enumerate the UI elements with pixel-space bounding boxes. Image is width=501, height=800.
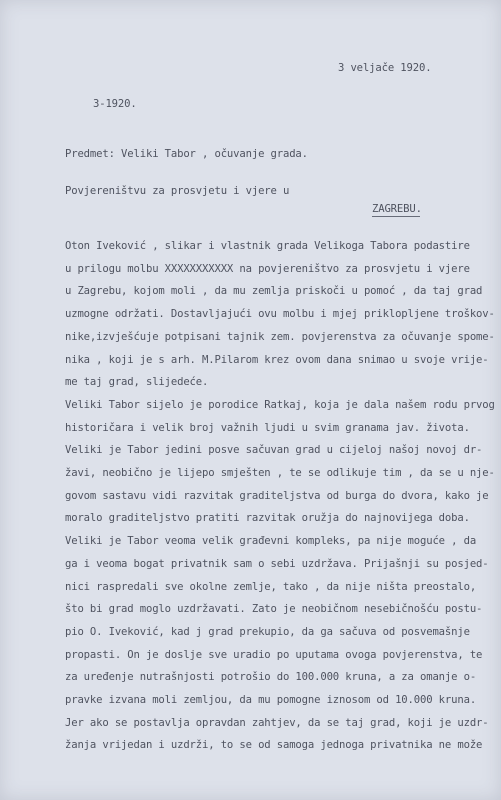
body-line: žavi, neobično je lijepo smješten , te se odlikuje tim , da se u nje-: [65, 467, 495, 479]
letter-date: 3 veljače 1920.: [338, 62, 432, 74]
body-line: nika , koji je s arh. M.Pilarom krez ovom dana snimao u svoje vrije-: [65, 353, 489, 366]
body-line: pio O. Iveković, kad j grad prekupio, da ga sačuva od posvemašnje: [65, 625, 470, 638]
subject-line: Predmet: Veliki Tabor , očuvanje grada.: [65, 148, 308, 160]
body-line: moralo graditeljstvo pratiti razvitak oružja do najnovijega doba.: [65, 512, 470, 525]
body-line: u Zagrebu, kojom moli , da mu zemlja priskoči u pomoć , da taj grad: [65, 285, 483, 298]
body-line: historičara i velik broj važnih ljudi u svim granama jav. života.: [65, 421, 470, 434]
city-underline: [372, 216, 420, 217]
body-line: Veliki je Tabor jedini posve sačuvan grad u cijeloj našoj novoj dr-: [65, 444, 483, 457]
addressee-line: Povjereništvu za prosvjetu i vjere u: [65, 185, 290, 197]
body-line: propasti. On je dosljе sve uradio po uputama ovoga povjerenstva, te: [65, 648, 483, 661]
body-line: žanja vrijedan i uzdrži, to se od samoga jednoga privatnika ne može: [65, 739, 483, 752]
body-line: me taj grad, slijedeće.: [65, 376, 209, 389]
body-line: za uređenje nutrašnjosti potrošio do 100.000 kruna, a za omanje o-: [65, 671, 477, 684]
body-line: Veliki Tabor sijelo je porodice Ratkaj, koja je dala našem rodu prvog: [65, 398, 495, 411]
body-line: u prilogu molbu XXXXXXXXXXX na povjereništvo za prosvjetu i vjere: [65, 262, 470, 275]
reference-number: 3-1920.: [93, 98, 137, 110]
body-line: uzmogne održati. Dostavljajući ovu molbu i mjej priklopljene troškov-: [65, 308, 495, 321]
body-line: Jer ako se postavlja opravdan zahtjev, da se taj grad, koji je uzdr-: [65, 716, 489, 729]
body-line: nike,izvješćuje potpisani tajnik zem. povjerenstva za očuvanje spomе-: [65, 330, 495, 343]
body-line: što bi grad moglo uzdržavati. Zato je neobičnom nesebičnošću postu-: [65, 603, 483, 616]
addressee-city: ZAGREBU.: [372, 203, 422, 215]
body-line: govom sastavu vidi razvitak graditeljstva od burga do dvora, kako je: [65, 489, 489, 502]
body-line: Veliki je Tabor veoma velik građevni kompleks, pa nije moguće , da: [65, 535, 477, 548]
body-line: pravke izvana moli zemljou, da mu pomogne iznosom od 10.000 kruna.: [65, 694, 477, 706]
body-line: Oton Iveković , slikar i vlastnik grada Velikoga Tabora podastire: [65, 240, 470, 252]
body-line: nici raspredali sve okolne zemlje, tako , da nije ništa preostalo,: [65, 580, 477, 593]
body-line: ga i veoma bogat privatnik sam o sebi uzdržava. Prijašnji su posjed-: [65, 557, 489, 570]
